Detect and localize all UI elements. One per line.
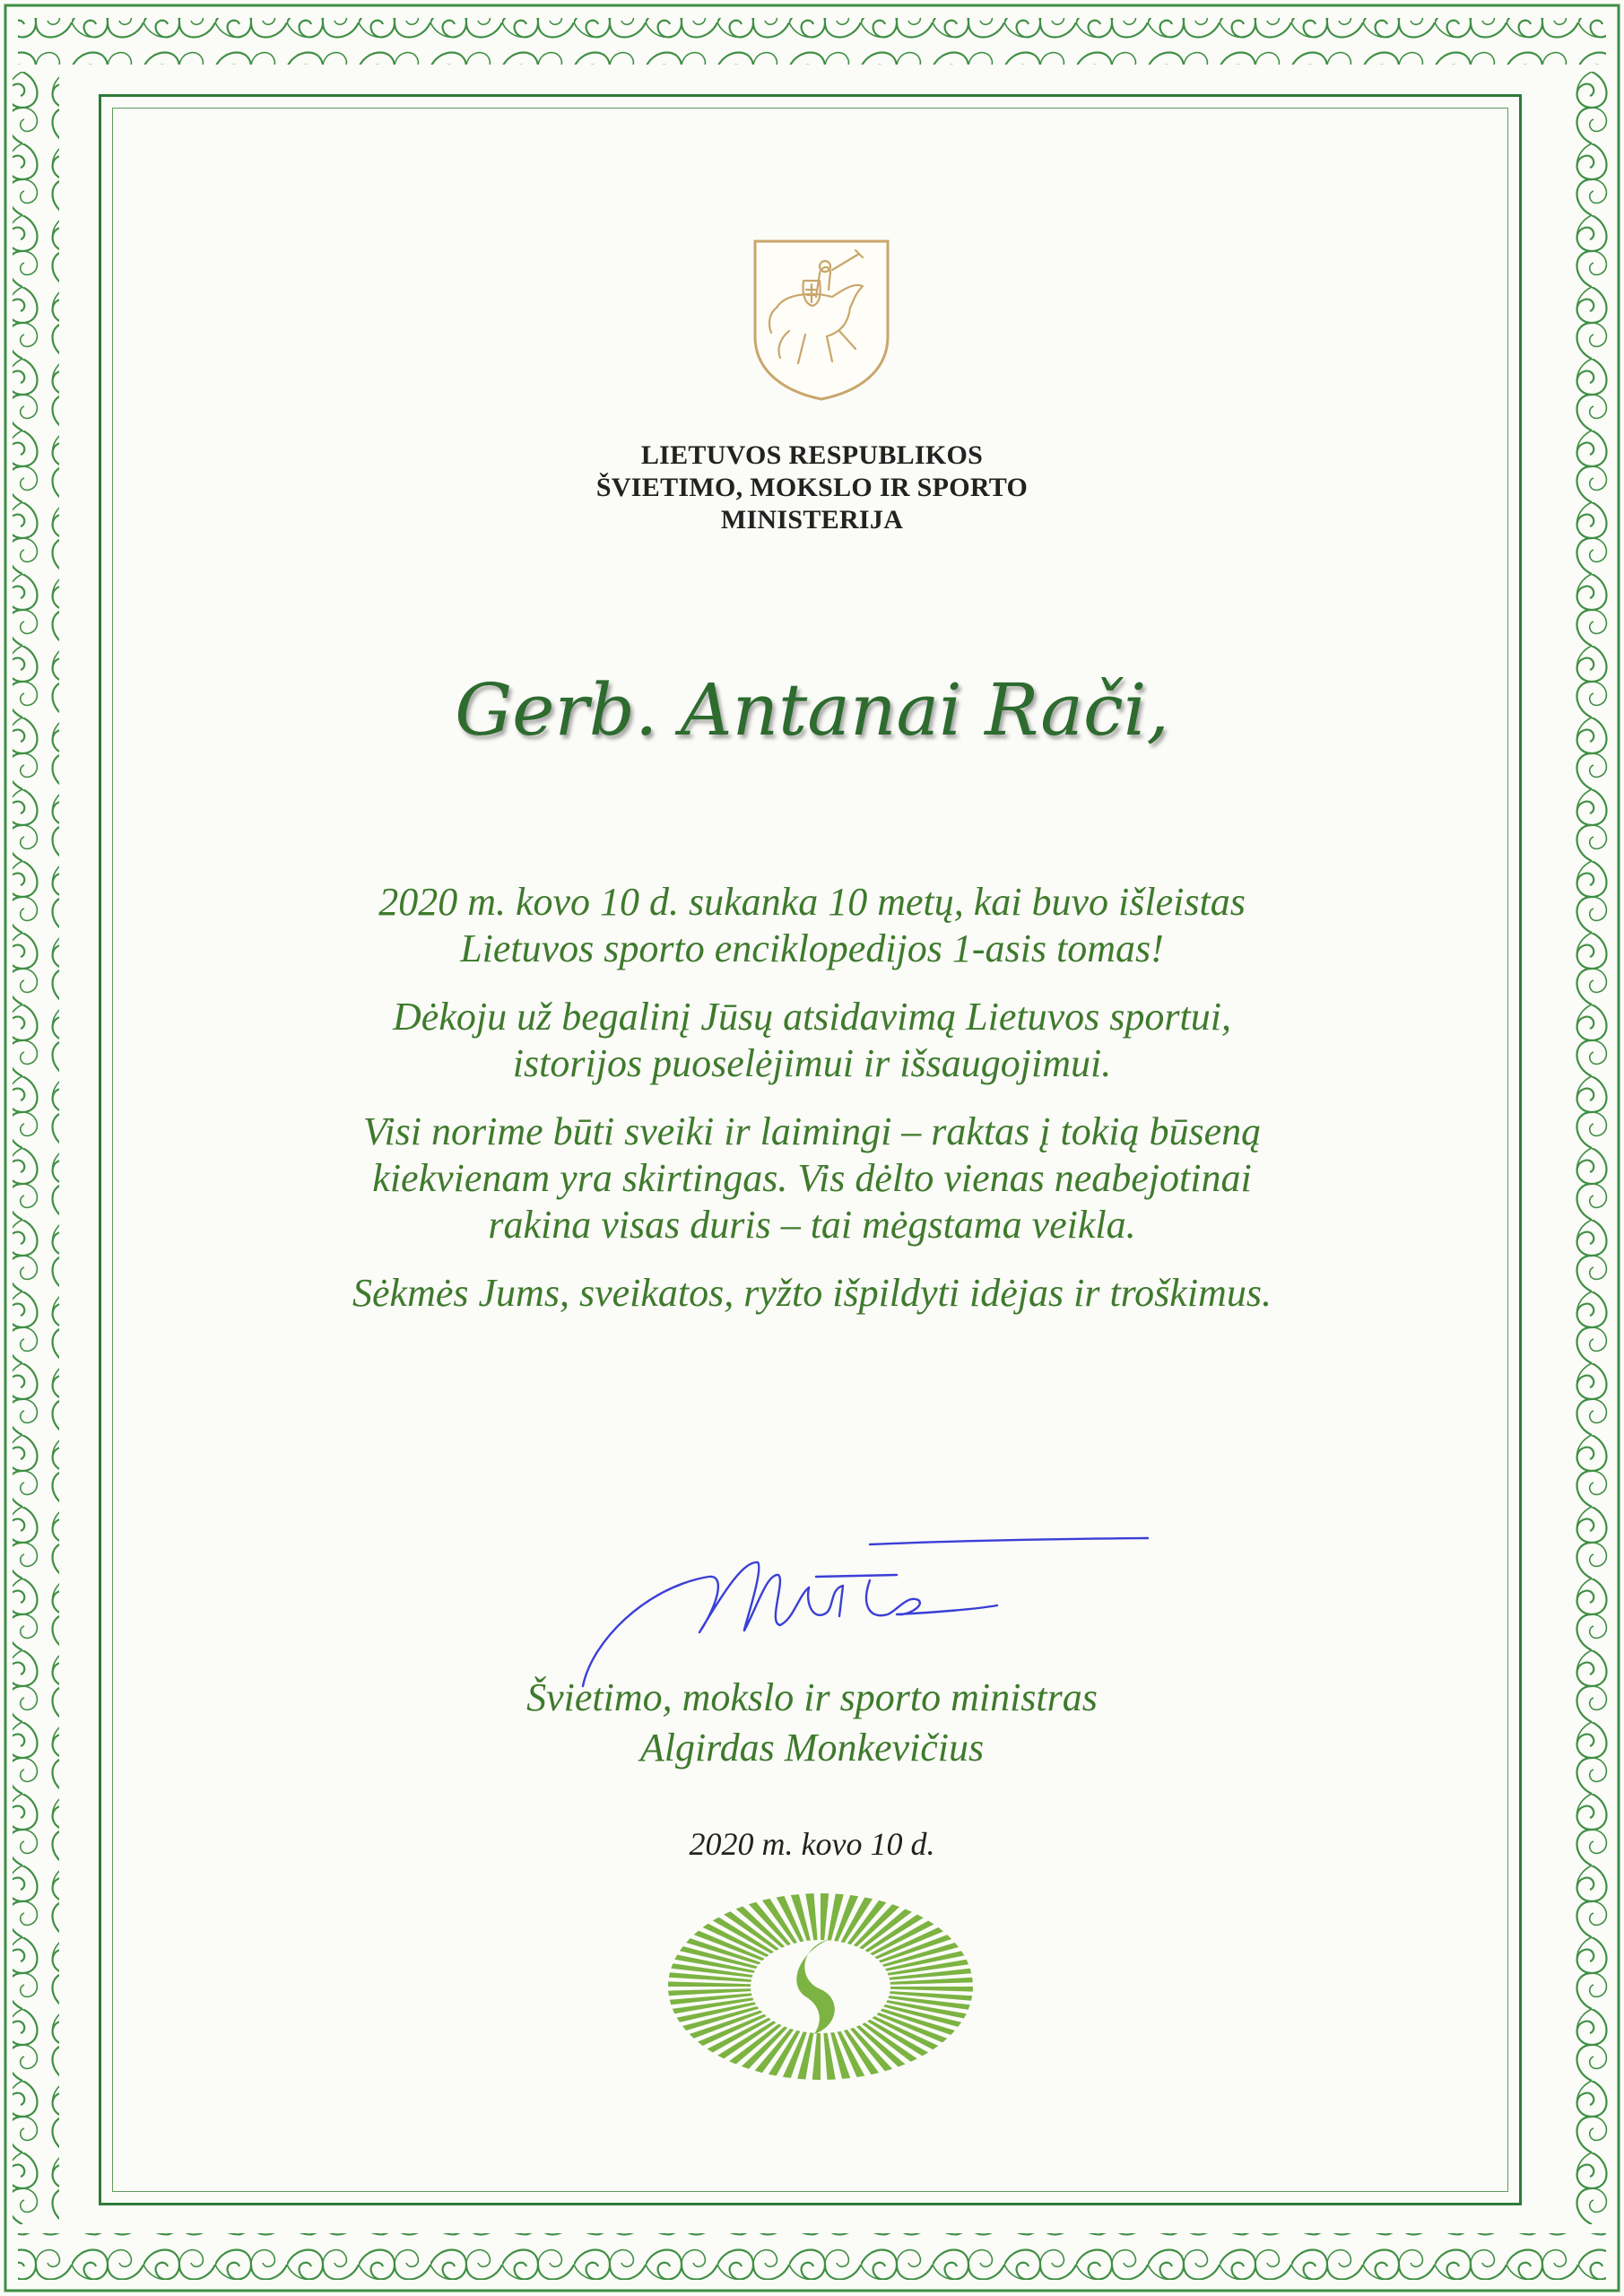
paragraph-thanks xyxy=(179,994,1445,1087)
text-line: kiekvienam yra skirtingas. Vis dėlto vienas neabejotinai xyxy=(372,1156,1252,1200)
emblem-ray xyxy=(668,1981,751,1987)
handwritten-signature xyxy=(574,1534,1157,1691)
ministry-line-2: ŠVIETIMO, MOKSLO IR SPORTO xyxy=(595,473,1029,502)
text-line: Dėkoju už begalinį Jūsų atsidavimą Lietuvos sportui, xyxy=(393,995,1231,1039)
document-date: 2020 m. kovo 10 d. xyxy=(689,1826,935,1862)
emblem-rays xyxy=(668,1893,973,2080)
ministry-heading xyxy=(0,439,1624,536)
signer-block xyxy=(0,1673,1624,1773)
sport-encyclopedia-emblem xyxy=(664,1883,977,2081)
paragraph-anniversary xyxy=(179,879,1445,972)
emblem-ray xyxy=(890,1987,973,1992)
signer-name: Algirdas Monkevičius xyxy=(639,1726,985,1770)
letter-body xyxy=(179,879,1445,1338)
paragraph-wishes xyxy=(179,1109,1445,1248)
emblem-ray xyxy=(821,1893,829,1940)
text-line: rakina visas duris – tai mėgstama veikla. xyxy=(488,1203,1136,1247)
text-line: Visi norime būti sveiki ir laimingi – raktas į tokią būseną xyxy=(362,1109,1262,1153)
emblem-s-mark xyxy=(796,1939,834,2034)
text-line: istorijos puoselėjimui ir išsaugojimui. xyxy=(512,1041,1112,1085)
emblem-ray xyxy=(812,2033,821,2080)
text-line: Sėkmės Jums, sveikatos, ryžto išpildyti idėjas ir troškimus. xyxy=(352,1271,1272,1315)
ministry-line-3: MINISTERIJA xyxy=(720,505,904,535)
lithuanian-coat-of-arms xyxy=(750,238,893,403)
salutation: Gerb. Antanai Rači, xyxy=(455,668,1169,752)
ministry-line-1: LIETUVOS RESPUBLIKOS xyxy=(640,440,984,470)
paragraph-closing xyxy=(179,1270,1445,1317)
text-line: 2020 m. kovo 10 d. sukanka 10 metų, kai buvo išleistas xyxy=(378,880,1246,924)
text-line: Lietuvos sporto enciklopedijos 1-asis tomas! xyxy=(460,926,1164,970)
signer-title: Švietimo, mokslo ir sporto ministras xyxy=(526,1675,1098,1719)
